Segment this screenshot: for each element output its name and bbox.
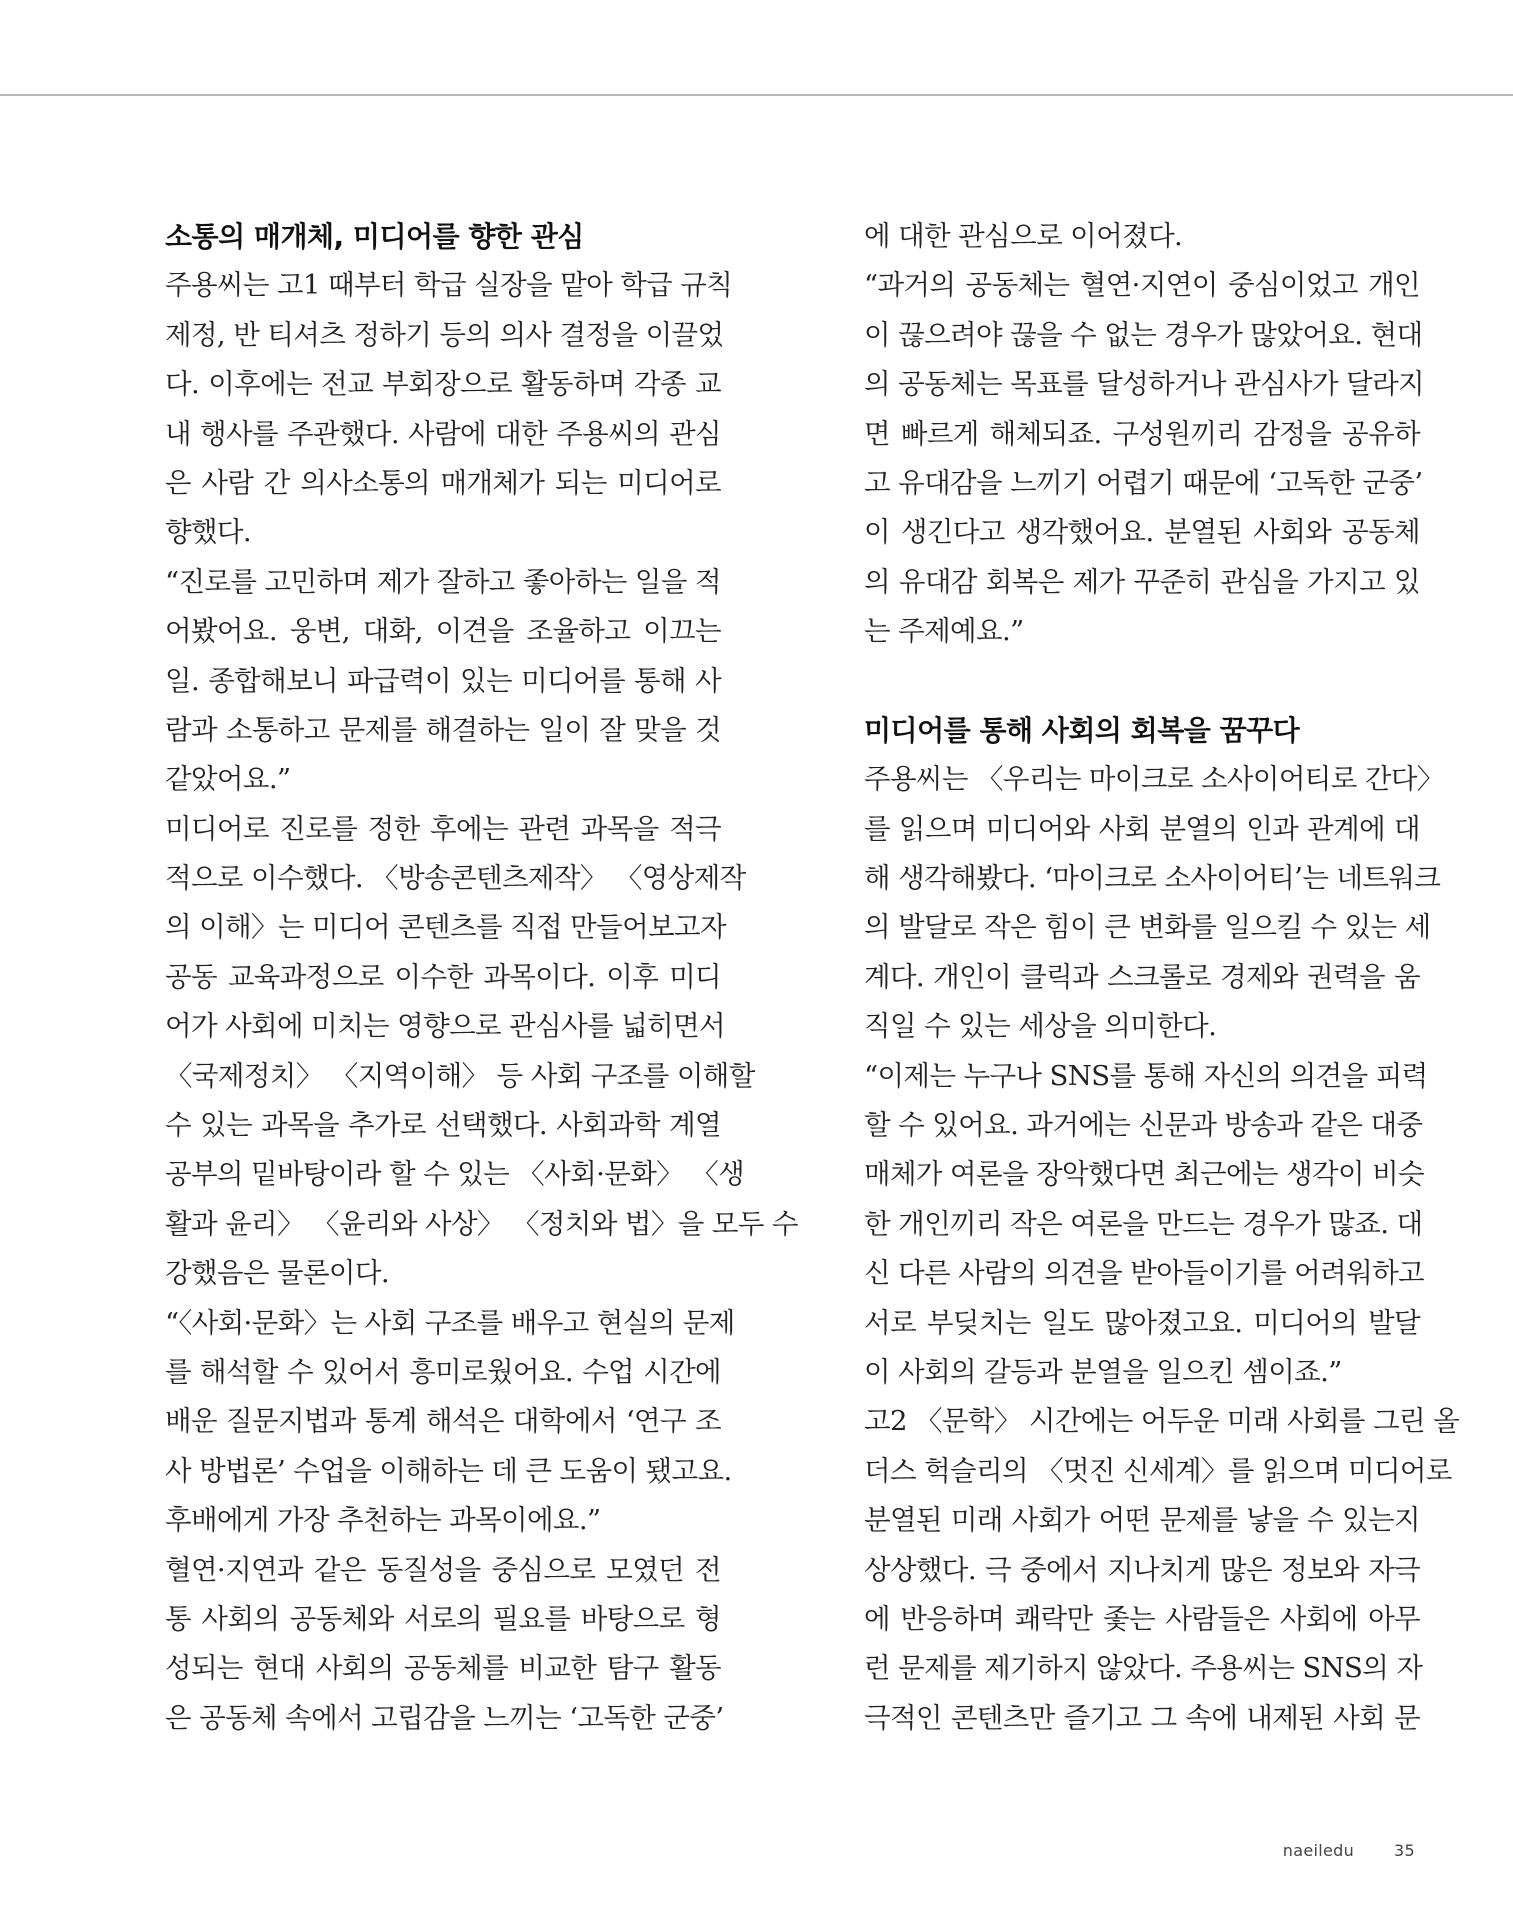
body-line: 의 이해〉는 미디어 콘텐츠를 직접 만들어보고자 xyxy=(165,911,726,944)
body-line: 강했음은 물론이다. xyxy=(165,1257,390,1290)
body-line: 이 끊으려야 끊을 수 없는 경우가 많았어요. 현대 xyxy=(864,318,1423,351)
body-line: 의 발달로 작은 힘이 큰 변화를 일으킬 수 있는 세 xyxy=(864,911,1431,944)
body-line: 이 사회의 갈등과 분열을 일으킨 셈이죠.” xyxy=(864,1355,1342,1388)
publication-name: naeiledu xyxy=(1282,1841,1355,1860)
body-line: 다. 이후에는 전교 부회장으로 활동하며 각종 교 xyxy=(165,368,721,401)
body-line: 런 문제를 제기하지 않았다. 주용씨는 SNS의 자 xyxy=(864,1652,1423,1685)
body-line: 를 해석할 수 있어서 흥미로웠어요. 수업 시간에 xyxy=(165,1355,721,1388)
body-line: 은 사람 간 의사소통의 매개체가 되는 미디어로 xyxy=(165,466,721,499)
body-line: 직일 수 있는 세상을 의미한다. xyxy=(864,1010,1217,1043)
body-line: 어가 사회에 미치는 영향으로 관심사를 넓히면서 xyxy=(165,1010,726,1043)
section-heading: 미디어를 통해 사회의 회복을 꿈꾸다 xyxy=(864,713,1300,747)
section-gap xyxy=(864,657,1420,706)
body-line: 고 유대감을 느끼기 어렵기 때문에 ‘고독한 군중’ xyxy=(864,466,1423,499)
body-line: 성되는 현대 사회의 공동체를 비교한 탐구 활동 xyxy=(165,1652,721,1685)
body-line: 에 반응하며 쾌락만 좇는 사람들은 사회에 아무 xyxy=(864,1602,1420,1635)
body-line: 공동 교육과정으로 이수한 과목이다. 이후 미디 xyxy=(165,960,721,993)
page-footer xyxy=(1283,1841,1415,1860)
body-line: 상상했다. 극 중에서 지나치게 많은 정보와 자극 xyxy=(864,1553,1420,1586)
body-line: 에 대한 관심으로 이어졌다. xyxy=(864,220,1183,252)
body-line: 면 빠르게 해체되죠. 구성원끼리 감정을 공유하 xyxy=(864,417,1420,450)
body-line: 서로 부딪치는 일도 많아졌고요. 미디어의 발달 xyxy=(864,1306,1420,1339)
body-line: 은 공동체 속에서 고립감을 느끼는 ‘고독한 군중’ xyxy=(165,1701,724,1734)
body-line: 혈연·지연과 같은 동질성을 중심으로 모였던 전 xyxy=(165,1553,721,1586)
body-line: 매체가 여론을 장악했다면 최근에는 생각이 비슷 xyxy=(864,1158,1425,1191)
top-rule xyxy=(0,94,1513,96)
body-line: “과거의 공동체는 혈연·지연이 중심이었고 개인 xyxy=(864,269,1420,302)
section-heading: 소통의 매개체, 미디어를 향한 관심 xyxy=(165,220,584,253)
body-line: 미디어로 진로를 정한 후에는 관련 과목을 적극 xyxy=(165,812,721,845)
body-line: 향했다. xyxy=(165,516,252,549)
body-line: 활과 윤리〉 〈윤리와 사상〉 〈정치와 법〉을 모두 수 xyxy=(165,1207,798,1240)
body-line: 후배에게 가장 추천하는 과목이에요.” xyxy=(165,1504,601,1537)
body-line: 한 개인끼리 작은 여론을 만드는 경우가 많죠. 대 xyxy=(864,1207,1423,1240)
right-column xyxy=(864,212,1460,1743)
body-line: 극적인 콘텐츠만 즐기고 그 속에 내제된 사회 문 xyxy=(864,1701,1420,1734)
body-line: 를 읽으며 미디어와 사회 분열의 인과 관계에 대 xyxy=(864,812,1420,845)
body-line: 통 사회의 공동체와 서로의 필요를 바탕으로 형 xyxy=(165,1602,721,1635)
body-line: 어봤어요. 웅변, 대화, 이견을 조율하고 이끄는 xyxy=(165,615,721,648)
body-line: “진로를 고민하며 제가 잘하고 좋아하는 일을 적 xyxy=(165,565,721,598)
body-line: 내 행사를 주관했다. 사람에 대한 주용씨의 관심 xyxy=(165,417,721,450)
body-line: 람과 소통하고 문제를 해결하는 일이 잘 맞을 것 xyxy=(165,713,721,746)
body-line: 제정, 반 티셔츠 정하기 등의 의사 결정을 이끌었 xyxy=(165,318,724,351)
body-line: 할 수 있어요. 과거에는 신문과 방송과 같은 대중 xyxy=(864,1109,1423,1142)
body-line: 적으로 이수했다. 〈방송콘텐츠제작〉 〈영상제작 xyxy=(165,862,746,895)
body-line: “이제는 누구나 SNS를 통해 자신의 의견을 피력 xyxy=(864,1059,1428,1092)
body-line: 배운 질문지법과 통계 해석은 대학에서 ‘연구 조 xyxy=(165,1405,721,1438)
body-line: 의 유대감 회복은 제가 꾸준히 관심을 가지고 있 xyxy=(864,565,1420,598)
page-number: 35 xyxy=(1394,1841,1415,1860)
body-line: 고2 〈문학〉 시간에는 어두운 미래 사회를 그린 올 xyxy=(864,1405,1460,1438)
left-column xyxy=(165,212,798,1743)
body-line: 의 공동체는 목표를 달성하거나 관심사가 달라지 xyxy=(864,368,1425,401)
body-line: 이 생긴다고 생각했어요. 분열된 사회와 공동체 xyxy=(864,516,1420,549)
body-line: 수 있는 과목을 추가로 선택했다. 사회과학 계열 xyxy=(165,1109,721,1142)
body-line: 더스 헉슬리의 〈멋진 신세계〉를 읽으며 미디어로 xyxy=(864,1454,1452,1487)
body-line: 계다. 개인이 클릭과 스크롤로 경제와 권력을 움 xyxy=(864,960,1420,993)
body-line: 〈국제정치〉 〈지역이해〉 등 사회 구조를 이해할 xyxy=(165,1059,755,1092)
body-line: “〈사회·문화〉는 사회 구조를 배우고 현실의 문제 xyxy=(165,1306,735,1339)
body-line: 주용씨는 고1 때부터 학급 실장을 맡아 학급 규칙 xyxy=(165,269,733,302)
body-line: 일. 종합해보니 파급력이 있는 미디어를 통해 사 xyxy=(165,664,721,697)
body-line: 분열된 미래 사회가 어떤 문제를 낳을 수 있는지 xyxy=(864,1504,1420,1537)
body-line: 는 주제예요.” xyxy=(864,615,1024,648)
body-line: 주용씨는 〈우리는 마이크로 소사이어티로 간다〉 xyxy=(864,763,1444,796)
body-line: 해 생각해봤다. ‘마이크로 소사이어티’는 네트워크 xyxy=(864,862,1441,895)
body-line: 공부의 밑바탕이라 할 수 있는 〈사회·문화〉 〈생 xyxy=(165,1158,745,1191)
body-line: 사 방법론’ 수업을 이해하는 데 큰 도움이 됐고요. xyxy=(165,1454,732,1487)
body-line: 신 다른 사람의 의견을 받아들이기를 어려워하고 xyxy=(864,1257,1425,1290)
body-line: 같았어요.” xyxy=(165,763,291,796)
